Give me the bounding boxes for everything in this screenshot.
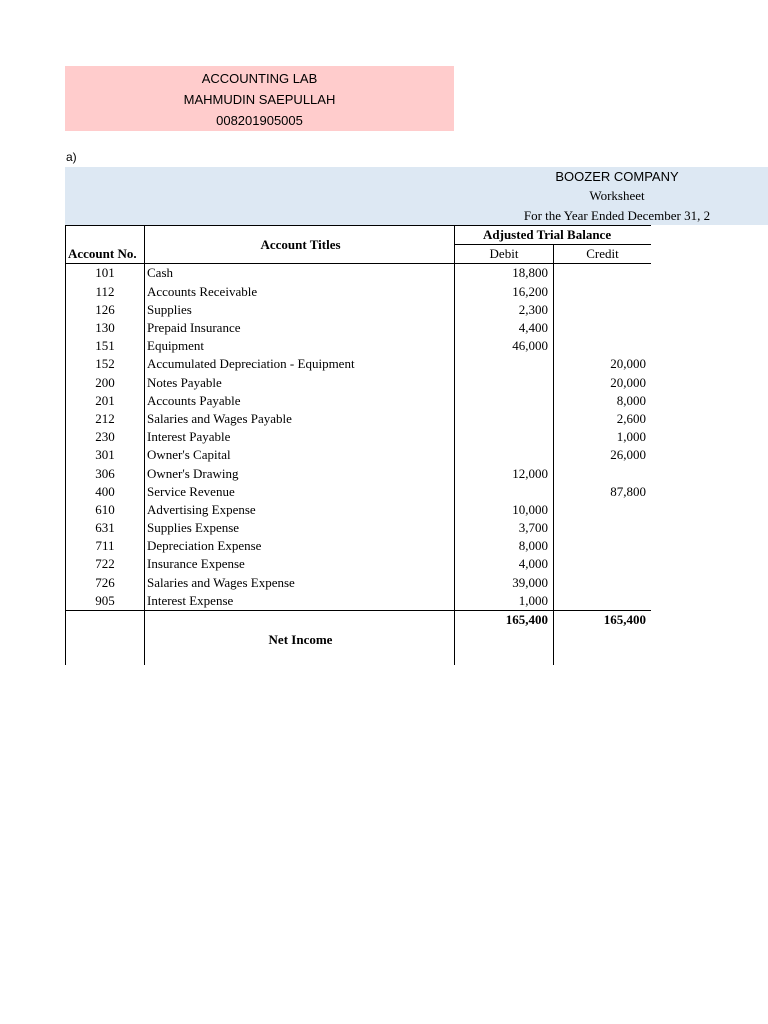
table-row xyxy=(66,337,652,355)
account-number: 130 xyxy=(66,319,145,337)
account-title: Salaries and Wages Expense xyxy=(145,574,455,592)
account-title: Interest Expense xyxy=(145,592,455,611)
account-number: 200 xyxy=(66,374,145,392)
credit-amount xyxy=(554,301,652,319)
account-title: Accumulated Depreciation - Equipment xyxy=(145,355,455,373)
account-title: Owner's Drawing xyxy=(145,464,455,482)
account-titles-header: Account Titles xyxy=(145,226,455,264)
account-number: 726 xyxy=(66,574,145,592)
credit-amount xyxy=(554,555,652,573)
account-title: Accounts Receivable xyxy=(145,283,455,301)
credit-amount xyxy=(554,264,652,283)
account-title: Equipment xyxy=(145,337,455,355)
debit-amount xyxy=(455,374,554,392)
table-row xyxy=(66,464,652,482)
account-number: 230 xyxy=(66,428,145,446)
table-row xyxy=(66,392,652,410)
table-row xyxy=(66,592,652,611)
credit-amount xyxy=(554,519,652,537)
student-id: 008201905005 xyxy=(216,113,303,128)
debit-amount xyxy=(455,483,554,501)
account-title: Notes Payable xyxy=(145,374,455,392)
credit-amount xyxy=(554,283,652,301)
account-number: 101 xyxy=(66,264,145,283)
account-title: Owner's Capital xyxy=(145,446,455,464)
account-title: Insurance Expense xyxy=(145,555,455,573)
total-debit: 165,400 xyxy=(455,610,554,629)
credit-amount: 20,000 xyxy=(554,355,652,373)
credit-amount: 87,800 xyxy=(554,483,652,501)
credit-amount: 26,000 xyxy=(554,446,652,464)
account-title: Service Revenue xyxy=(145,483,455,501)
debit-amount: 39,000 xyxy=(455,574,554,592)
credit-amount: 20,000 xyxy=(554,374,652,392)
debit-amount: 12,000 xyxy=(455,464,554,482)
table-row xyxy=(66,501,652,519)
account-number: 631 xyxy=(66,519,145,537)
account-number: 212 xyxy=(66,410,145,428)
author-header xyxy=(65,66,454,131)
table-row xyxy=(66,446,652,464)
debit-amount: 4,400 xyxy=(455,319,554,337)
table-row xyxy=(66,519,652,537)
debit-amount: 3,700 xyxy=(455,519,554,537)
part-label: a) xyxy=(66,150,77,164)
company-band xyxy=(65,167,768,225)
adjusted-trial-balance-header: Adjusted Trial Balance xyxy=(455,226,652,245)
credit-amount: 8,000 xyxy=(554,392,652,410)
debit-amount: 1,000 xyxy=(455,592,554,611)
account-number: 610 xyxy=(66,501,145,519)
credit-amount: 1,000 xyxy=(554,428,652,446)
account-title: Depreciation Expense xyxy=(145,537,455,555)
worksheet-viewport xyxy=(65,225,651,665)
account-title: Cash xyxy=(145,264,455,283)
debit-amount: 46,000 xyxy=(455,337,554,355)
document-title: Worksheet xyxy=(589,188,645,203)
credit-amount xyxy=(554,337,652,355)
table-row xyxy=(66,355,652,373)
credit-amount xyxy=(554,592,652,611)
account-number: 722 xyxy=(66,555,145,573)
account-title: Salaries and Wages Payable xyxy=(145,410,455,428)
credit-amount: 2,600 xyxy=(554,410,652,428)
total-credit: 165,400 xyxy=(554,610,652,629)
account-number: 126 xyxy=(66,301,145,319)
student-name: MAHMUDIN SAEPULLAH xyxy=(183,92,336,107)
worksheet-table xyxy=(65,225,651,665)
account-title: Interest Payable xyxy=(145,428,455,446)
table-row xyxy=(66,574,652,592)
debit-amount: 4,000 xyxy=(455,555,554,573)
credit-amount xyxy=(554,464,652,482)
account-number: 301 xyxy=(66,446,145,464)
credit-header: Credit xyxy=(554,245,652,264)
debit-amount xyxy=(455,355,554,373)
account-title: Advertising Expense xyxy=(145,501,455,519)
period-line: For the Year Ended December 31, 2 xyxy=(523,208,711,223)
account-title: Accounts Payable xyxy=(145,392,455,410)
table-row xyxy=(66,537,652,555)
debit-amount: 18,800 xyxy=(455,264,554,283)
credit-amount xyxy=(554,319,652,337)
debit-amount: 8,000 xyxy=(455,537,554,555)
company-name: BOOZER COMPANY xyxy=(555,169,679,184)
account-number: 400 xyxy=(66,483,145,501)
account-rows xyxy=(66,264,652,611)
table-row xyxy=(66,301,652,319)
table-row xyxy=(66,555,652,573)
account-number: 306 xyxy=(66,464,145,482)
table-row xyxy=(66,410,652,428)
account-number: 201 xyxy=(66,392,145,410)
lab-title: ACCOUNTING LAB xyxy=(201,71,318,86)
account-title: Supplies xyxy=(145,301,455,319)
account-title: Supplies Expense xyxy=(145,519,455,537)
account-title: Prepaid Insurance xyxy=(145,319,455,337)
credit-amount xyxy=(554,501,652,519)
debit-amount xyxy=(455,392,554,410)
table-row xyxy=(66,283,652,301)
account-number: 905 xyxy=(66,592,145,611)
debit-header: Debit xyxy=(455,245,554,264)
account-number: 112 xyxy=(66,283,145,301)
debit-amount: 16,200 xyxy=(455,283,554,301)
table-row xyxy=(66,483,652,501)
table-row xyxy=(66,264,652,283)
credit-amount xyxy=(554,574,652,592)
account-no-header: Account No. xyxy=(66,245,145,264)
table-row xyxy=(66,319,652,337)
account-no-header-top xyxy=(66,226,145,245)
debit-amount xyxy=(455,446,554,464)
table-row xyxy=(66,428,652,446)
account-number: 711 xyxy=(66,537,145,555)
net-income-label: Net Income xyxy=(145,629,455,651)
account-number: 151 xyxy=(66,337,145,355)
debit-amount: 10,000 xyxy=(455,501,554,519)
credit-amount xyxy=(554,537,652,555)
debit-amount xyxy=(455,428,554,446)
debit-amount xyxy=(455,410,554,428)
account-number: 152 xyxy=(66,355,145,373)
debit-amount: 2,300 xyxy=(455,301,554,319)
table-row xyxy=(66,374,652,392)
